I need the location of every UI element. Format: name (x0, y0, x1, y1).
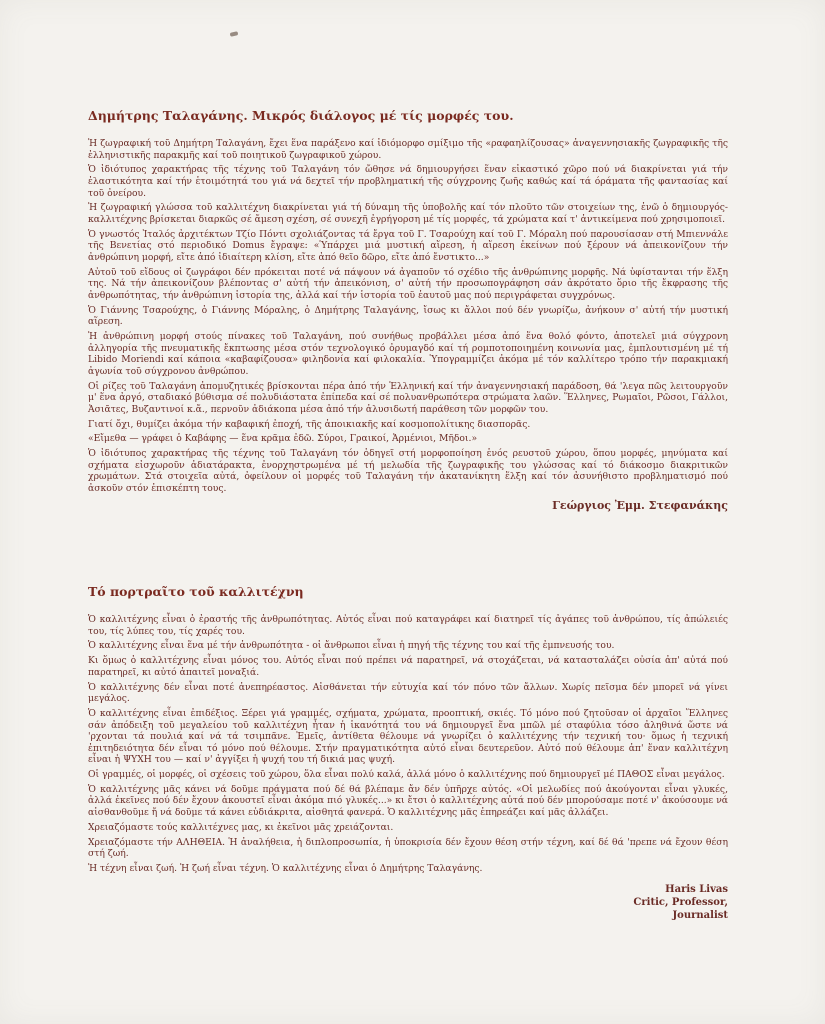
paragraph: Αὐτοῦ τοῦ εἴδους οἱ ζωγράφοι δέν πρόκειται ποτέ νά πάψουν νά ἀγαποῦν τό σχέδιο τῆς ἀνθρώπινης μορφῆς. Νά ὑφίστανται τήν ἕλξη της. Νά τήν ἀπεικονίζουν βλέποντας σ' αὐτή τήν ἀπεικόνιση, σ' αὐτή τήν προσωπογράφηση σάν ἀκρότατο ὅριο τῆς ἔκφρασης τῆς ἀνθρωπότητας, τήν ἀνθρώπινη ἱστορία της, ἀλλά καί τήν ἱστορία τοῦ ἑαυτοῦ μας πού περιγράφεται συγχρόνως. (88, 266, 728, 301)
paragraph: Ὁ καλλιτέχνης εἶναι ὁ ἐραστής τῆς ἀνθρωπότητας. Αὐτός εἶναι πού καταγράφει καί διατηρεῖ τίς ἀγάπες τοῦ ἀνθρώπου, τίς ἀπώλειές του, τίς λύπες του, τίς χαρές του. (88, 614, 728, 637)
paragraph: Ἡ ζωγραφική τοῦ Δημήτρη Ταλαγάνη, ἔχει ἕνα παράξενο καί ἰδιόμορφο σμίξιμο τῆς «ραφαηλίζουσας» ἀναγεννησιακῆς ζωγραφικῆς τῆς ἑλληνιστικῆς παρακμῆς καί τοῦ ποιητικοῦ ζωγραφικοῦ χώρου. (88, 138, 728, 161)
signature-role: Critic, Professor, (633, 896, 728, 908)
section-2-title: Τό πορτραῖτο τοῦ καλλιτέχνη (88, 584, 304, 599)
paragraph: Ἡ τέχνη εἶναι ζωή. Ἡ ζωή εἶναι τέχνη. Ὁ καλλιτέχνης εἶναι ὁ Δημήτρης Ταλαγάνης. (88, 862, 483, 874)
section-1-title: Δημήτρης Ταλαγάνης. Μικρός διάλογος μέ τίς μορφές του. (88, 108, 514, 123)
paragraph: Ἡ ζωγραφική γλώσσα τοῦ καλλιτέχνη διακρίνεται γιά τή δύναμη τῆς ὑποβολῆς καί τόν πλοῦτο τῶν στοιχείων της, ἐνῶ ὁ δημιουργός-καλλιτέχνης βρίσκεται διαρκῶς σέ ἄμεση σχέση, σέ συνεχῆ ἐγρήγορση μέ τίς μορφές, τά χρώματα καί τ' ἀντικείμενα πού χρησιμοποιεῖ. (88, 202, 728, 225)
signature-livas (88, 883, 728, 922)
paragraph: Χρειαζόμαστε τούς καλλιτέχνες μας, κι ἐκεῖνοι μᾶς χρειάζονται. (88, 821, 394, 833)
paragraph: Ὁ καλλιτέχνης δέν εἶναι ποτέ ἀνεπηρέαστος. Αἰσθάνεται τήν εὐτυχία καί τόν πόνο τῶν ἄλλων. Χωρίς πεῖσμα δέν μπορεῖ νά γίνει μεγάλος. (88, 681, 728, 705)
paragraph: Ἡ ἀνθρώπινη μορφή στούς πίνακες τοῦ Ταλαγάνη, πού συνήθως προβάλλει μέσα ἀπό ἕνα θολό φόντο, ἀποτελεῖ μιά σύγχρονη ἀλληγορία τῆς πνευματικῆς ἔκπτωσης μέσα στόν τεχνολογικό ὀρυμαγδό καί τή ρομποτοποιημένη κοινωνία μας, ἐμπλουτισμένη μέ τή Libido Moriendi καί κάποια «καβαφίζουσα» φιληδονία καί φιλοκαλία. Ὑπογραμμίζει ἀκόμα μέ τόν καλλίτερο τρόπο τήν παρακμιακή ἀγωνία τοῦ σύγχρονου ἀνθρώπου. (88, 331, 728, 377)
signature-stefanakis: Γεώργιος Ἐμμ. Στεφανάκης (552, 498, 728, 512)
paragraph: Ὁ καλλιτέχνης εἶναι ἕνα μέ τήν ἀνθρωπότητα - οἱ ἄνθρωποι εἶναι ἡ πηγή τῆς τέχνης του καί τῆς ἐμπνευσής του. (88, 640, 615, 652)
paragraph: Οἱ ρίζες τοῦ Ταλαγάνη ἀπομυζητικές βρίσκονται πέρα ἀπό τήν Ἑλληνική καί τήν ἀναγεννησιακή παράδοση, θά 'λεγα πῶς λειτουργοῦν μ' ἕνα ἀργό, σταδιακό βύθισμα σέ πολυδιάστατα ἐπίπεδα καί σέ πολυανθρωπότερα στρώματα λαῶν. Ἕλληνες, Ρωμαῖοι, Ρῶσοι, Γάλλοι, Ἀσιᾶτες, Βυζαντινοί κ.ἄ., περνοῦν ἀδιάκοπα μέσα ἀπό τήν ἀλυσιδωτή παράθεση τῶν μορφῶν του. (88, 380, 728, 415)
essay-section-1 (88, 108, 728, 512)
paragraph: Ὁ ἰδιότυπος χαρακτήρας τῆς τέχνης τοῦ Ταλαγάνη τόν ὁδηγεῖ στή μορφοποίηση ἑνός ρευστοῦ χώρου, ὅπου μορφές, μηνύματα καί σχήματα εἰσχωροῦν ἀδιατάρακτα, ἐνορχηστρωμένα μέ τή μελωδία τῆς ζωγραφικῆς του γλώσσας καί τό διάκοσμο διακριτικῶν χρωμάτων. Στά στοιχεῖα αὐτά, ὀφείλουν οἱ μορφές τοῦ Ταλαγάνη τήν ἀκατανίκητη ἕλξη καί τόν ἀσυνήθιστο προβληματισμό πού ἀσκοῦν στόν ἐπισκέπτη τους. (88, 448, 728, 494)
paragraph: Ὁ Γιάννης Τσαρούχης, ὁ Γιάννης Μόραλης, ὁ Δημήτρης Ταλαγάνης, ἴσως κι ἄλλοι πού δέν γνωρίζω, ἀνήκουν σ' αὐτή τήν μυστική αἵρεση. (88, 304, 728, 328)
paragraph: «Εἴμεθα — γράφει ὁ Καβάφης — ἕνα κρᾶμα ἐδῶ. Σύροι, Γραικοί, Ἀρμένιοι, Μῆδοι.» (88, 433, 478, 445)
paragraph: Οἱ γραμμές, οἱ μορφές, οἱ σχέσεις τοῦ χώρου, ὅλα εἶναι πολύ καλά, ἀλλά μόνο ὁ καλλιτέχνης πού δημιουργεῖ μέ ΠΑΘΟΣ εἶναι μεγάλος. (88, 769, 725, 781)
ink-speck (230, 31, 239, 37)
paragraph: Ὁ ἰδιότυπος χαρακτήρας τῆς τέχνης τοῦ Ταλαγάνη τόν ὤθησε νά δημιουργήσει ἕναν εἰκαστικό χῶρο πού νά διακρίνεται γιά τήν ἐλαστικότητα καί τήν ἑτοιμότητά του γιά νά δεχτεῖ τήν προβληματική τῆς σύγχρονης ζωῆς καθώς καί τά όράματα τῆς φαντασίας καί τοῦ ὀνείρου. (88, 164, 728, 199)
paragraph: Χρειαζόμαστε τήν ΑΛΗΘΕΙΑ. Ἡ ἀναλήθεια, ἡ διπλοπροσωπία, ἡ ὑποκρισία δέν ἔχουν θέση στήν τέχνη, καί δέ θά 'πρεπε νά ἔχουν θέση στή ζωή. (88, 836, 728, 860)
signature-name: Haris Livas (665, 883, 728, 895)
paragraph: Κι ὅμως ὁ καλλιτέχνης εἶναι μόνος του. Αὐτός εἶναι πού πρέπει νά παρατηρεῖ, νά στοχάζεται, νά κατασταλάζει οὐσία ἀπ' αὐτά πού παρατηρεῖ, κι αὐτό ἀπαιτεῖ μοναξιά. (88, 655, 728, 678)
paragraph: Γιατί ὄχι, θυμίζει ἀκόμα τήν καβαφική ἐποχή, τῆς ἀποικιακῆς καί κοσμοπολίτικης διασπορᾶς. (88, 418, 531, 430)
paragraph: Ὁ καλλιτέχνης εἶναι ἐπιδέξιος. Ξέρει γιά γραμμές, σχήματα, χρώματα, προοπτική, σκιές. Τό μόνο πού ζητοῦσαν οἱ ἀρχαῖοι Ἕλληνες σάν ἀπόδειξη τοῦ μεγαλείου τοῦ καλλιτέχνη ἦταν ἡ ἱκανότητά του νά δημιουργεῖ ἕνα μπῶλ μέ σταφύλια τόσο ἀληθινά ὥστε νά 'ρχονται τά πουλιά καί νά τά τσιμπᾶνε. Ἐμεῖς, ἀντίθετα θέλουμε νά γνωρίζει ὁ καλλιτέχνης τήν τεχνική του· ὅμως ἡ τεχνική ἐπιτηδειότητα δέν εἶναι τό μόνο πού θέλουμε. Στήν πραγματικότητα αὐτό εἶναι δευτερεῦον. Αὐτό πού θέλουμε ἀπ' ἕναν καλλιτέχνη εἶναι ἡ ΨΥΧΗ του — καί ν' ἀγγίξει ἡ ψυχή του τή δικιά μας ψυχή. (88, 707, 728, 766)
paragraph: Ὁ καλλιτέχνης μᾶς κάνει νά δοῦμε πράγματα πού δέ θά βλέπαμε ἄν δέν ὑπῆρχε αὐτός. «Οἱ μελωδίες πού ἀκούγονται εἶναι γλυκές, ἀλλά ἐκεῖνες πού δέν ἔχουν ἀκουστεῖ εἶναι ἀκόμα πιό γλυκές...» κι ἔτσι ὁ καλλιτέχνης αὐτά πού δέν μπορούσαμε ποτέ ν' ἀκούσουμε νά αἰσθανθοῦμε ἤ νά δοῦμε τά κάνει εὐδιάκριτα, αἰσθητά φανερά. Ὁ καλλιτέχνης μᾶς ἐπηρεάζει καί μᾶς ἀλλάζει. (88, 783, 728, 819)
essay-section-2 (88, 584, 728, 922)
signature-role-2: Journalist (672, 909, 728, 921)
paragraph: Ὁ γνωστός Ἰταλός ἀρχιτέκτων Τζίο Πόντι σχολιάζοντας τά ἔργα τοῦ Γ. Τσαρούχη καί τοῦ Γ. Μόραλη πού παρουσίασαν στή Μπιεννάλε τῆς Βενετίας στό περιοδικό Domus ἔγραψε: «Ὑπάρχει μιά μυστική αἵρεση, ἡ αἵρεση ἐκείνων πού ξέρουν νά ἀπεικονίζουν τήν ἀνθρώπινη μορφή, εἴτε ἀπό ἰδιαίτερη κλίση, εἴτε ἀπό θεῖο δῶρο, εἴτε ἀπό ἔνστικτο...» (88, 228, 728, 263)
